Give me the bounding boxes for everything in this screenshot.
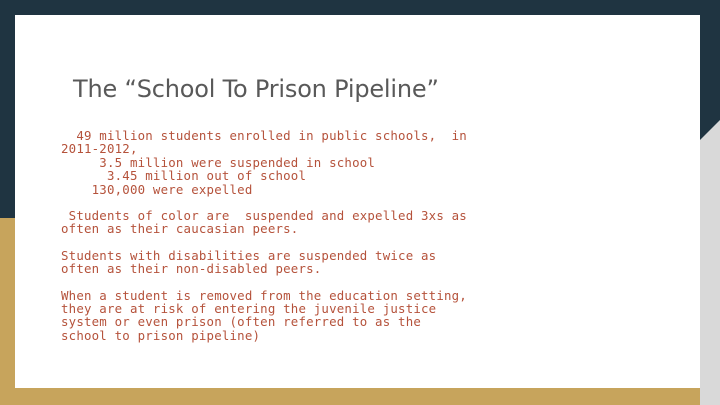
para1-line3: 3.5 million were suspended in school bbox=[61, 154, 376, 170]
slide-panel bbox=[15, 15, 700, 388]
para4-line2: they are at risk of entering the juvenile justice bbox=[61, 301, 437, 317]
para2-line2: often as their caucasian peers. bbox=[61, 221, 299, 237]
para2-line1: Students of color are suspended and expelled 3xs as bbox=[61, 208, 467, 224]
slide-title: The “School To Prison Pipeline” bbox=[73, 75, 439, 103]
paragraph-spacer bbox=[61, 236, 661, 249]
para1-line5: 130,000 were expelled bbox=[61, 181, 253, 197]
paragraph-spacer bbox=[61, 276, 661, 289]
slide-body bbox=[61, 129, 661, 342]
para4-line1: When a student is removed from the education setting, bbox=[61, 287, 467, 303]
para4-line3: system or even prison (often referred to as the bbox=[61, 314, 422, 330]
para3-line2: often as their non-disabled peers. bbox=[61, 261, 322, 277]
para4-line4: school to prison pipeline) bbox=[61, 327, 261, 343]
para1-line2: 2011-2012, bbox=[61, 141, 138, 157]
para1-line4: 3.45 million out of school bbox=[61, 168, 307, 184]
para1-line1: 49 million students enrolled in public schools, in bbox=[61, 128, 467, 143]
para3-line1: Students with disabilities are suspended twice as bbox=[61, 247, 437, 263]
